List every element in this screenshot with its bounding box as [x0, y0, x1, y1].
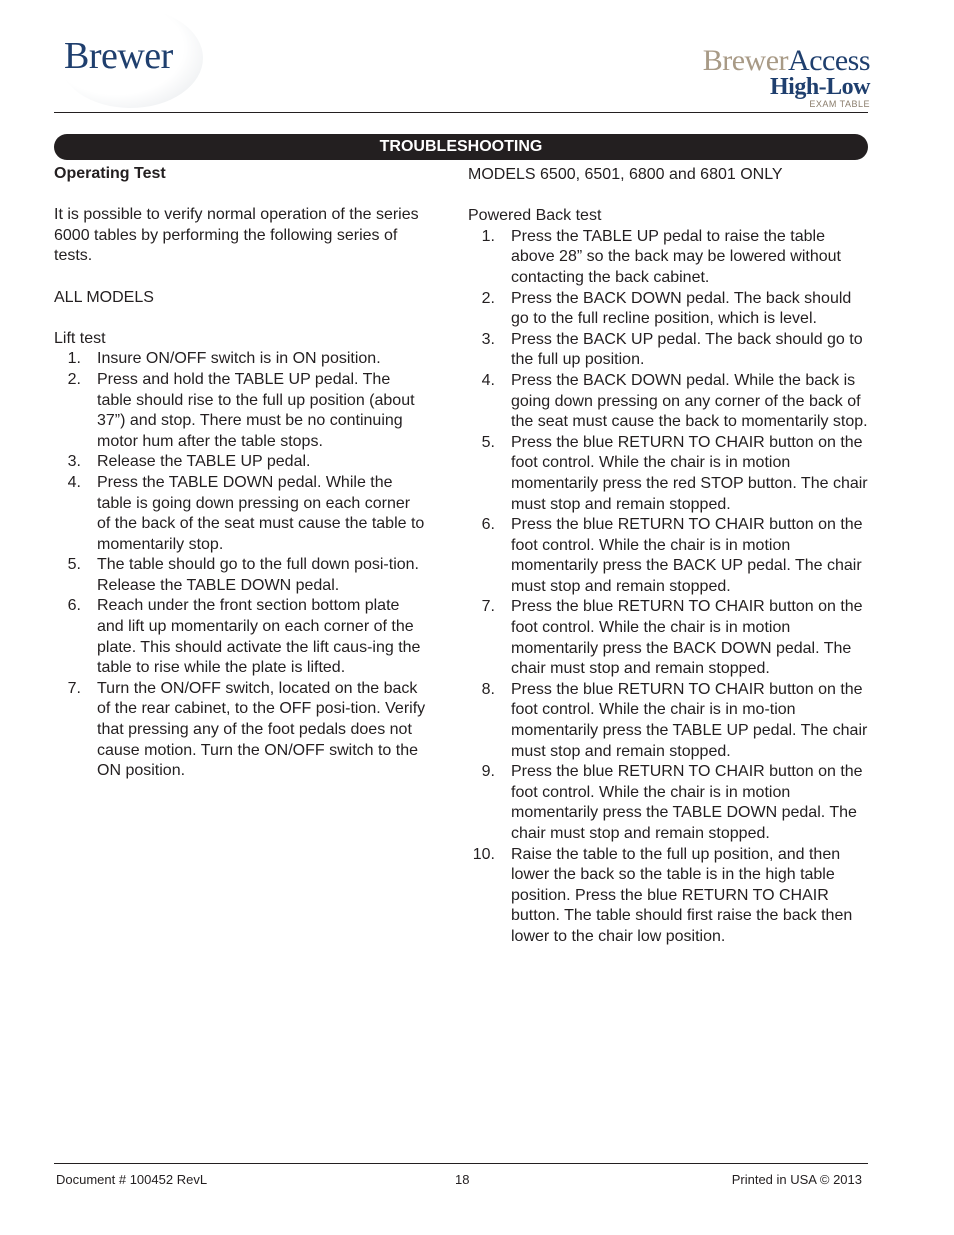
step-text: Release the TABLE UP pedal.	[97, 453, 311, 471]
list-item	[468, 680, 868, 762]
list-item	[54, 349, 426, 370]
list-item	[468, 762, 868, 844]
list-item	[468, 433, 868, 515]
step-text: Press the TABLE DOWN pedal. While the table is going down pressing on each corner of the back of the seat must cause the table to momentarily stop.	[97, 473, 425, 553]
right-column	[468, 165, 868, 948]
step-text: The table should go to the full down posi-tion. Release the TABLE DOWN pedal.	[97, 556, 419, 594]
powered-back-test-steps	[468, 227, 868, 948]
step-text: Reach under the front section bottom plate and lift up momentarily on each corner of the plate. This should activate the lift caus-ing the table to rise while the plate is lifted.	[97, 597, 421, 677]
logo-access-text: Access	[788, 44, 870, 77]
step-number: 4.	[67, 473, 81, 491]
operating-test-heading: Operating Test	[54, 165, 166, 182]
brewer-logo	[58, 8, 208, 108]
step-text: Press the BACK DOWN pedal. While the back is going down pressing on any corner of the back of the seat must cause the back to momentarily stop.	[511, 371, 868, 431]
left-column	[54, 164, 426, 782]
step-number: 2.	[67, 370, 81, 388]
models-6500-label: MODELS 6500, 6501, 6800 and 6801 ONLY	[468, 166, 783, 183]
step-number: 5.	[481, 433, 495, 451]
list-item	[54, 679, 426, 782]
step-number: 5.	[67, 556, 81, 574]
step-number: 9.	[481, 763, 495, 781]
logo-high-low-text: High-Low	[769, 74, 870, 100]
section-title-banner: TROUBLESHOOTING	[54, 134, 868, 160]
step-number: 4.	[481, 371, 495, 389]
step-text: Insure ON/OFF switch is in ON position.	[97, 350, 381, 368]
printed-in-usa: Printed in USA © 2013	[731, 1172, 862, 1187]
list-item	[468, 597, 868, 679]
list-item	[54, 596, 426, 678]
header-divider	[54, 112, 868, 113]
list-item	[54, 452, 426, 473]
step-number: 6.	[67, 597, 81, 615]
step-text: Press the blue RETURN TO CHAIR button on the foot control. While the chair is in motion momentarily press the TABLE DOWN pedal. The chair must stop and remain stopped.	[511, 763, 863, 842]
step-number: 3.	[67, 453, 81, 471]
list-item	[468, 371, 868, 433]
step-text: Press the blue RETURN TO CHAIR button on the foot control. While the chair is in mo-tion momentarily press the TABLE UP pedal. The chair must stop and remain stopped.	[511, 680, 868, 760]
list-item	[468, 515, 868, 597]
page-number: 18	[455, 1172, 470, 1187]
step-number: 10.	[472, 845, 495, 863]
list-item	[54, 473, 426, 555]
step-text: Press the blue RETURN TO CHAIR button on the foot control. While the chair is in motion momentarily press the red STOP button. The chair must stop and remain stopped.	[511, 433, 868, 513]
step-number: 2.	[481, 289, 495, 307]
list-item	[468, 289, 868, 330]
step-number: 1.	[67, 350, 81, 368]
lift-test-title: Lift test	[54, 329, 106, 347]
step-number: 7.	[67, 679, 81, 697]
powered-back-test-title: Powered Back test	[468, 207, 602, 225]
list-item	[468, 227, 868, 289]
step-text: Turn the ON/OFF switch, located on the back of the rear cabinet, to the OFF posi-tion. Verify that pressing any of the foot pedals does not cause motion. Turn the ON/OFF switch to the ON position.	[97, 679, 426, 780]
step-text: Press the BACK DOWN pedal. The back should go to the full recline position, which is level.	[511, 289, 852, 328]
step-text: Press the blue RETURN TO CHAIR button on the foot control. While the chair is in motion momentarily press the BACK UP pedal. The chair must stop and remain stopped.	[511, 516, 863, 595]
step-number: 6.	[481, 516, 495, 534]
step-text: Press the BACK UP pedal. The back should go to the full up position.	[511, 330, 863, 369]
step-text: Press the blue RETURN TO CHAIR button on the foot control. While the chair is in motion momentarily press the BACK DOWN pedal. The chair must stop and remain stopped.	[511, 598, 863, 678]
brewer-logo-text: Brewer	[64, 35, 173, 77]
logo-brewer-text: Brewer	[702, 44, 789, 77]
brewer-access-logo	[703, 46, 870, 109]
step-number: 7.	[481, 598, 495, 616]
step-number: 3.	[481, 330, 495, 348]
footer-divider	[54, 1163, 868, 1164]
all-models-label: ALL MODELS	[54, 288, 154, 306]
step-number: 1.	[481, 227, 495, 245]
brewer-access-wordmark	[703, 46, 870, 76]
lift-test-steps	[54, 349, 426, 781]
list-item	[54, 555, 426, 596]
list-item	[468, 845, 868, 948]
list-item	[54, 370, 426, 452]
step-text: Raise the table to the full up position, and then lower the back so the table is in the high table position. Press the blue RETURN TO CHAIR button. The table should first raise the back then lower to the chair low position.	[511, 845, 853, 945]
intro-paragraph: It is possible to verify normal operation of the series 6000 tables by performing the following series of tests.	[54, 206, 419, 265]
step-text: Press and hold the TABLE UP pedal. The table should rise to the full up position (about 37”) and stop. There must be no continuing motor hum after the table stops.	[97, 370, 415, 450]
logo-exam-table-text: EXAM TABLE	[809, 99, 870, 109]
step-number: 8.	[481, 680, 495, 698]
step-text: Press the TABLE UP pedal to raise the table above 28” so the back may be lowered without contacting the back cabinet.	[511, 227, 841, 286]
document-number: Document # 100452 RevL	[56, 1172, 208, 1187]
list-item	[468, 330, 868, 371]
